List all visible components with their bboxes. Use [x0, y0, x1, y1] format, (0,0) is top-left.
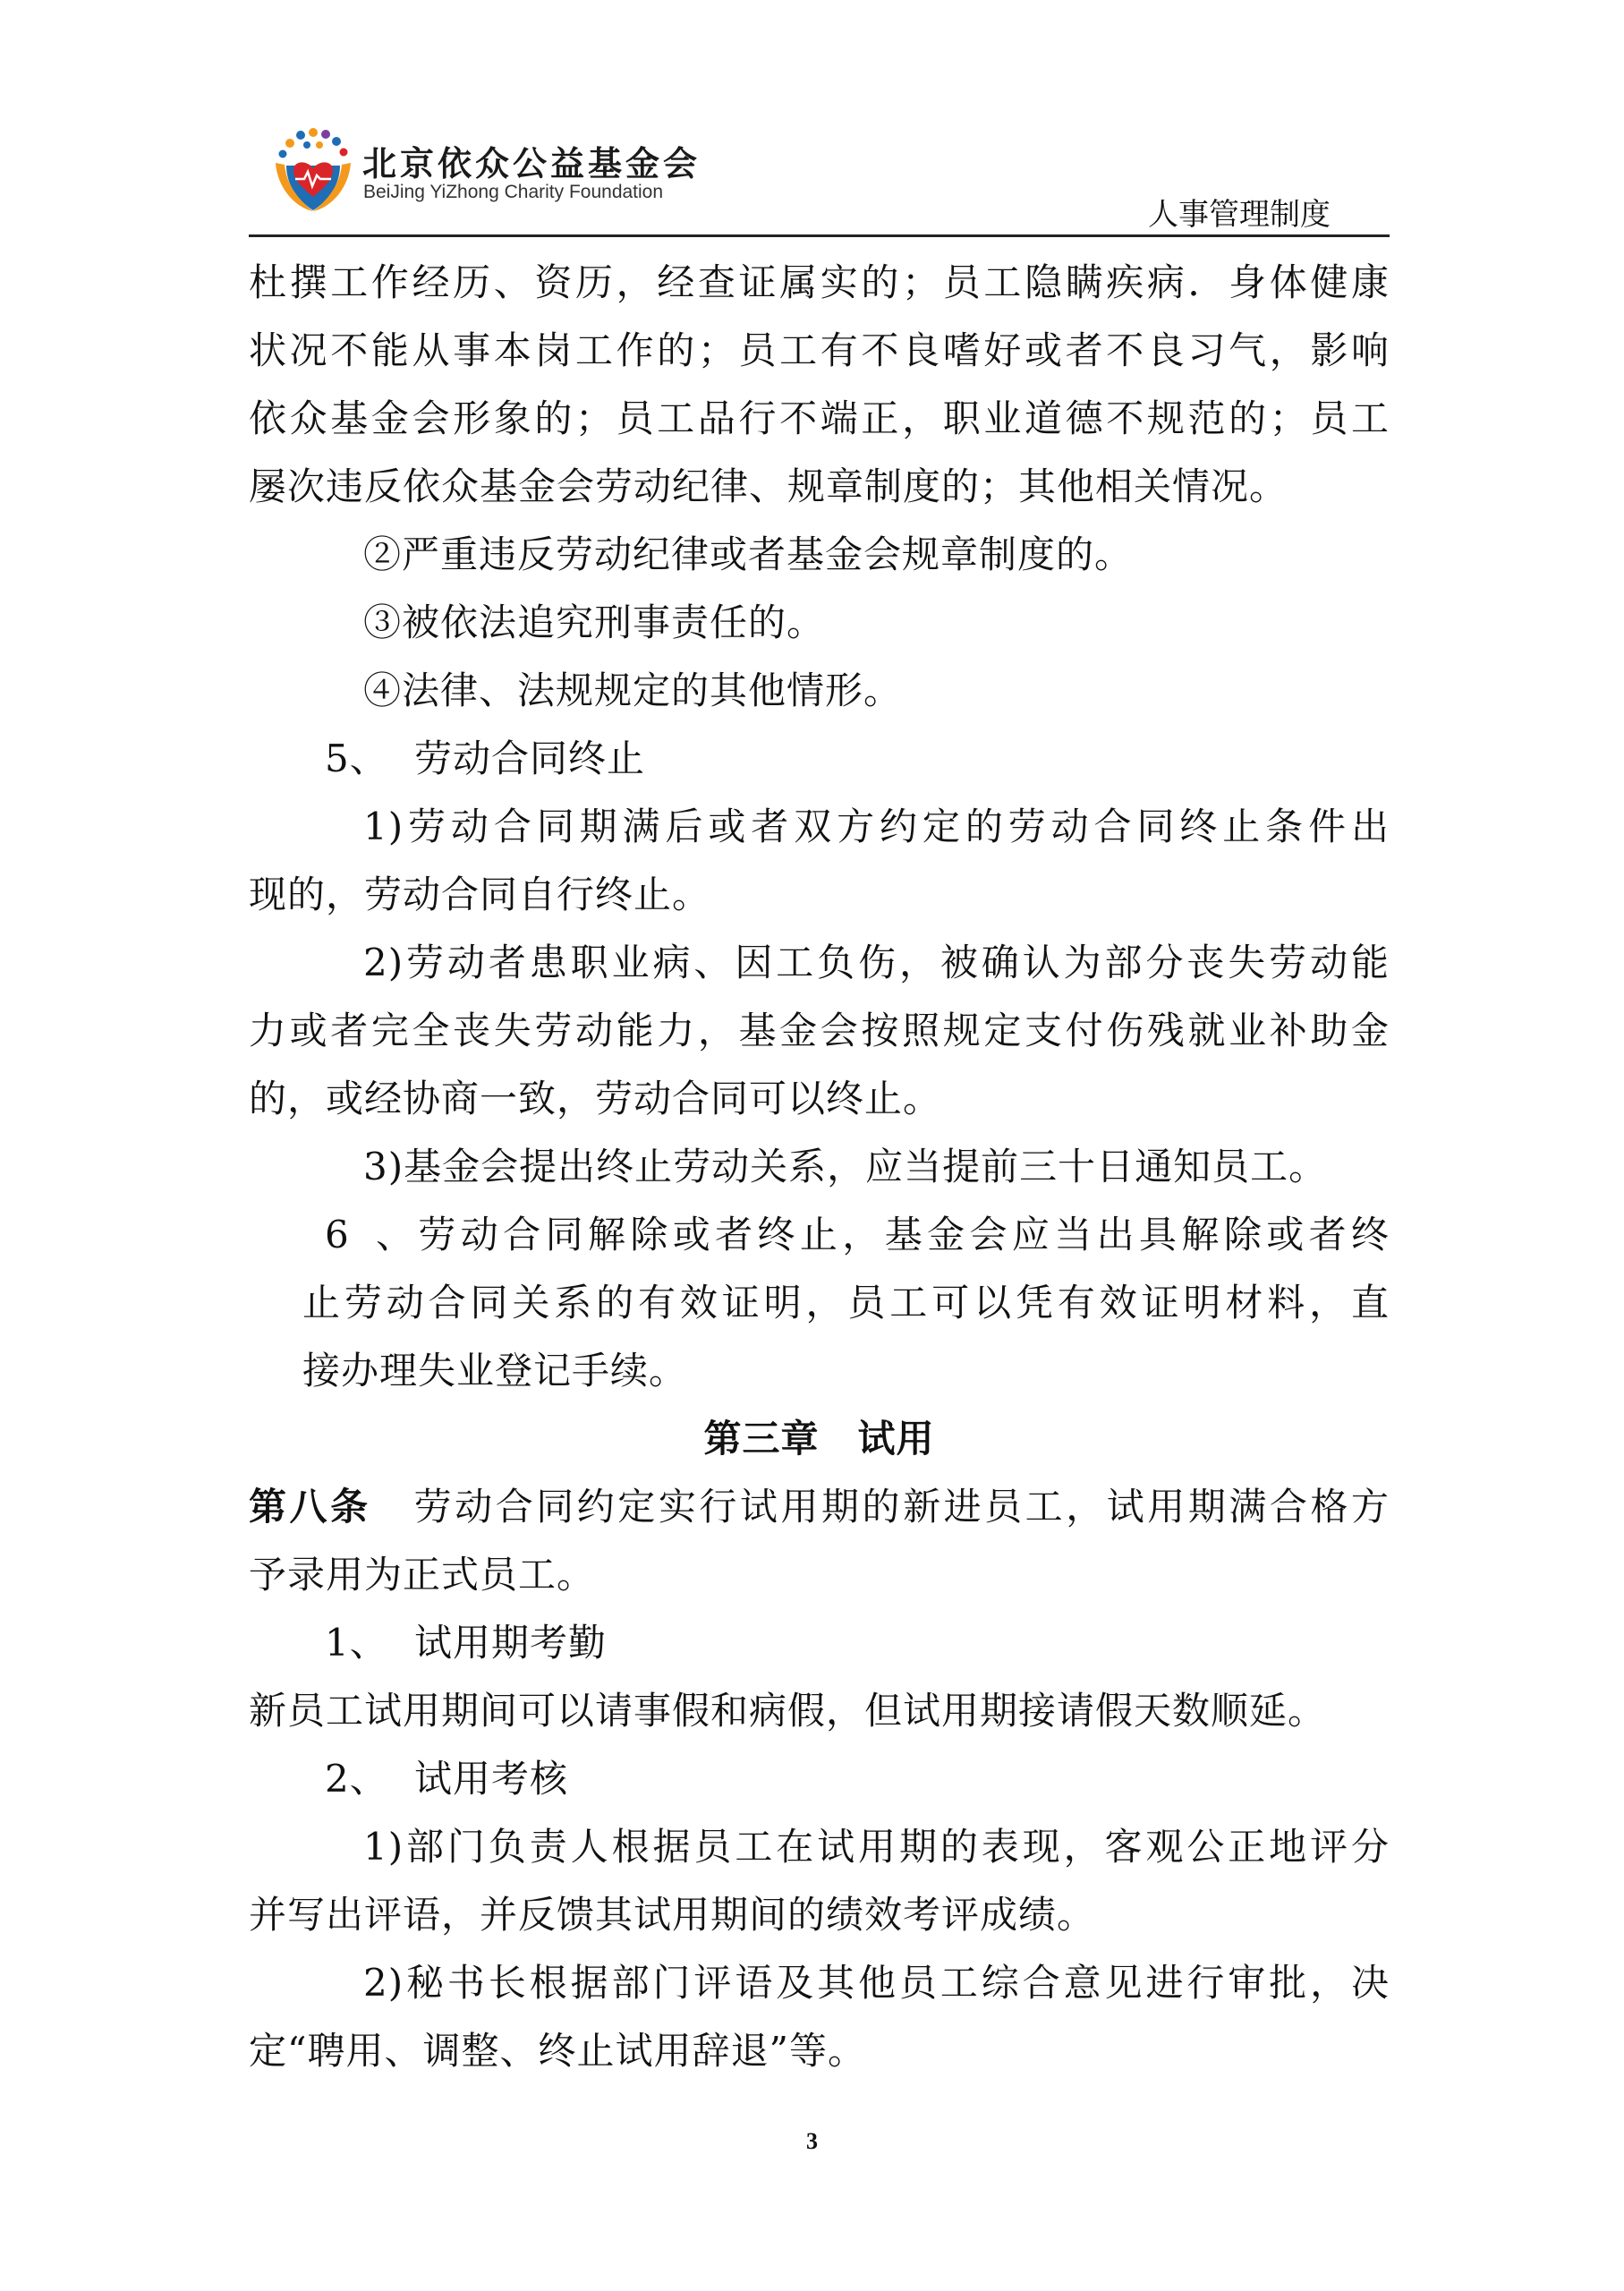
text-line: 1)部门负责人根据员工在试用期的表现，客观公正地评分	[363, 1825, 1390, 1869]
page-number: 3	[806, 2128, 818, 2154]
item-text: 试用期考勤	[414, 1621, 608, 1665]
numbered-item-6	[249, 1201, 1390, 1269]
chapter-heading: 第三章 试用	[703, 1417, 935, 1461]
item-number: 1、	[325, 1621, 388, 1665]
item-number: 2、	[325, 1757, 388, 1801]
text-line: 并写出评语，并反馈其试用期间的绩效考评成绩。	[249, 1893, 1096, 1937]
page-header	[0, 0, 1624, 242]
text-line: 定“聘用、调整、终止试用辞退”等。	[249, 2029, 866, 2073]
article-8	[249, 1473, 1390, 1541]
text-line: 1)劳动合同期满后或者双方约定的劳动合同终止条件出	[363, 805, 1390, 848]
text-line: 接办理失业登记手续。	[302, 1349, 688, 1392]
text-line: 新员工试用期间可以请事假和病假，但试用期接请假天数顺延。	[249, 1689, 1327, 1733]
text-line: 3)基金会提出终止劳动关系，应当提前三十日通知员工。	[363, 1145, 1328, 1188]
numbered-item-5	[249, 725, 1390, 793]
text-line: 止劳动合同关系的有效证明，员工可以凭有效证明材料，直	[302, 1281, 1390, 1324]
text-line: 力或者完全丧失劳动能力，基金会按照规定支付伤残就业补助金	[249, 1009, 1390, 1052]
text-line: 状况不能从事本岗工作的；员工有不良嗜好或者不良习气，影响	[249, 328, 1390, 372]
item-text: 劳动合同终止	[414, 737, 646, 780]
text-line: 2)劳动者患职业病、因工负伤，被确认为部分丧失劳动能	[363, 941, 1390, 984]
article-label: 第八条	[249, 1485, 371, 1529]
org-name-en: BeiJing YiZhong Charity Foundation	[363, 182, 664, 202]
document-title: 人事管理制度	[1148, 197, 1331, 233]
item-text: 试用考核	[414, 1757, 569, 1801]
text-line: ③被依法追究刑事责任的。	[363, 600, 826, 644]
text-line: 屡次违反依众基金会劳动纪律、规章制度的；其他相关情况。	[249, 464, 1288, 508]
item-text: 劳动合同解除或者终止，基金会应当出具解除或者终	[414, 1213, 1390, 1256]
item-number: 6、	[325, 1213, 414, 1256]
text-line: 杜撰工作经历、资历，经查证属实的；员工隐瞒疾病．身体健康	[249, 260, 1390, 304]
numbered-item-1	[249, 1609, 1390, 1677]
text-line: 现的，劳动合同自行终止。	[249, 873, 711, 916]
text-line: ②严重违反劳动纪律或者基金会规章制度的。	[363, 532, 1134, 576]
text-line: 予录用为正式员工。	[249, 1553, 596, 1597]
text-line: 依众基金会形象的；员工品行不端正，职业道德不规范的；员工	[249, 396, 1390, 440]
text-line: 2)秘书长根据部门评语及其他员工综合意见进行审批，决	[363, 1961, 1390, 2005]
article-text: 劳动合同约定实行试用期的新进员工，试用期满合格方	[413, 1485, 1390, 1529]
text-line: 的，或经协商一致，劳动合同可以终止。	[249, 1077, 942, 1120]
numbered-item-2	[249, 1745, 1390, 1813]
text-line: ④法律、法规规定的其他情形。	[363, 669, 903, 712]
org-name-cn: 北京依众公益基金会	[362, 144, 701, 183]
document-body	[249, 249, 1390, 2085]
header-divider	[249, 234, 1390, 237]
item-number: 5、	[325, 737, 388, 780]
foundation-logo-icon	[268, 125, 358, 215]
